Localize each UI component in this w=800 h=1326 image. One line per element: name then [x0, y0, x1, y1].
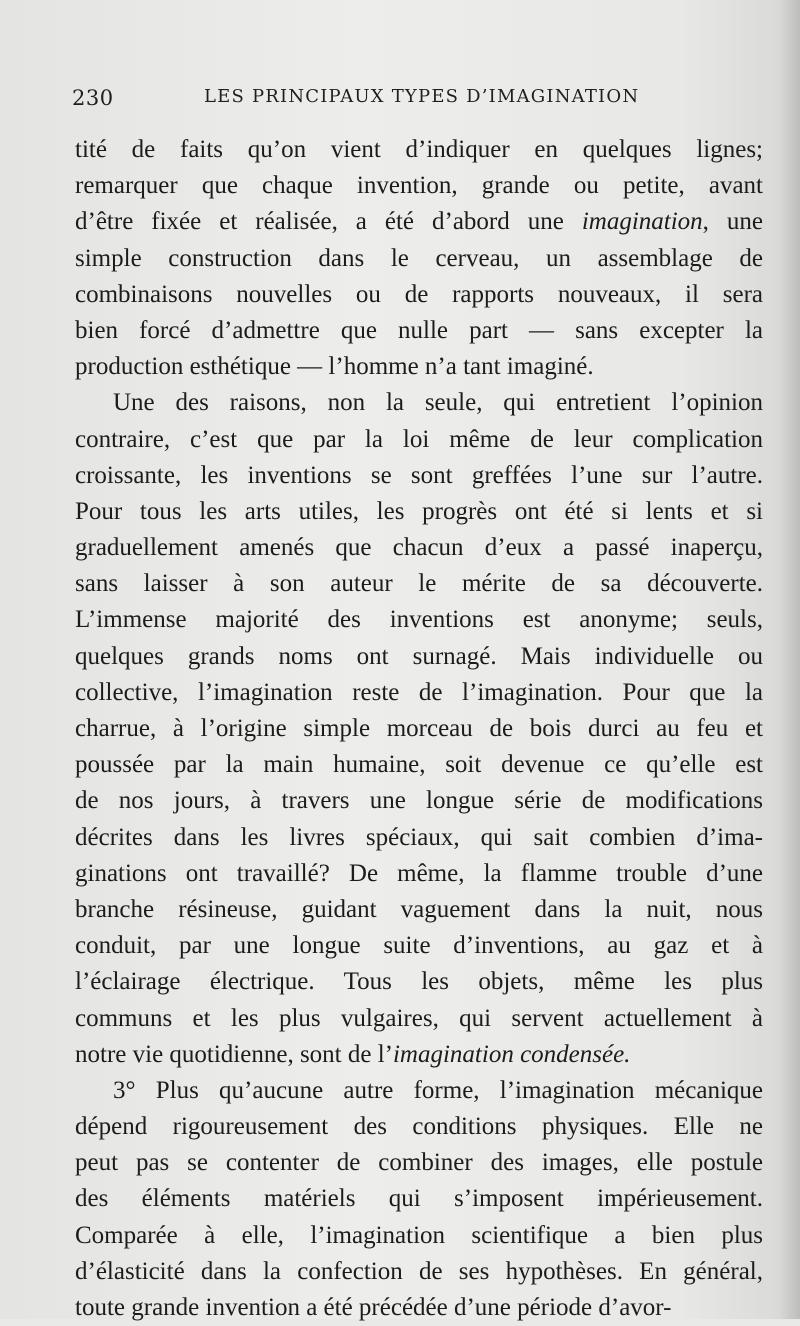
text-run: notre vie quotidienne, sont de l’ [75, 1040, 393, 1068]
text-run: graduellement amenés que chacun d’eux a passé inaperçu, [75, 534, 763, 562]
text-line [75, 168, 763, 204]
text-run: l’éclairage électrique. Tous les objets, même les plus [75, 968, 763, 996]
text-run: de nos jours, à travers une longue série de modifications [75, 787, 763, 815]
text-line [75, 458, 763, 494]
text-line [75, 132, 763, 168]
text-line [75, 1181, 763, 1217]
page-edge-shadow [778, 0, 800, 1319]
text-line [75, 1254, 763, 1290]
text-line [75, 530, 763, 566]
text-run: décrites dans les livres spéciaux, qui sait combien d’ima- [75, 823, 763, 851]
text-line [75, 1290, 763, 1326]
text-line [75, 675, 763, 711]
text-run: , une [702, 208, 764, 236]
text-line [75, 964, 763, 1000]
page-header [72, 86, 642, 116]
text-run: croissante, les inventions se sont greffées l’une sur l’autre. [75, 461, 763, 489]
text-run: conduit, par une longue suite d’inventions, au gaz et à [75, 932, 763, 960]
text-line [75, 277, 763, 313]
text-run: charrue, à l’origine simple morceau de bois durci au feu et [75, 715, 763, 742]
text-run: ginations ont travaillé? De même, la flamme trouble d’une [75, 859, 763, 887]
text-line [75, 1109, 763, 1145]
text-line [75, 639, 763, 675]
text-run: Comparée à elle, l’imagination scientifique a bien plus [75, 1221, 763, 1249]
text-line [75, 783, 763, 819]
text-line [75, 422, 763, 458]
italic-text: imagination [581, 208, 703, 236]
text-run: contraire, c’est que par la loi même de leur complication [75, 425, 763, 453]
text-run: toute grande invention a été précédée d’une période d’avor- [75, 1294, 672, 1321]
text-run: combinaisons nouvelles ou de rapports nouveaux, il sera [75, 280, 763, 308]
text-line [75, 241, 763, 277]
text-line [75, 820, 763, 856]
text-run: communs et les plus vulgaires, qui servent actuellement à [75, 1004, 763, 1032]
text-run: des éléments matériels qui s’imposent impérieusement. [75, 1185, 763, 1213]
text-line [75, 1037, 763, 1073]
text-line [75, 566, 763, 602]
text-run: quelques grands noms ont surnagé. Mais individuelle ou [75, 642, 763, 670]
text-run: tité de faits qu’on vient d’indiquer en quelques lignes; [75, 136, 763, 163]
text-run: simple construction dans le cerveau, un assemblage de [75, 244, 763, 272]
paragraph [75, 1073, 763, 1326]
text-run: 3° Plus qu’aucune autre forme, l’imagination mécanique [113, 1076, 763, 1104]
text-line [75, 1218, 763, 1254]
text-run: Une des raisons, non la seule, qui entretient l’opinion [113, 389, 763, 417]
text-line [75, 1145, 763, 1181]
running-title: LES PRINCIPAUX TYPES D’IMAGINATION [204, 86, 640, 107]
text-run: bien forcé d’admettre que nulle part — sans excepter la [75, 316, 763, 344]
text-run: Pour tous les arts utiles, les progrès ont été si lents et si [75, 497, 763, 525]
text-run: d’être fixée et réalisée, a été d’abord une [75, 208, 582, 236]
page-number: 230 [72, 86, 114, 110]
text-line [75, 892, 763, 928]
text-run: production esthétique — l’homme n’a tant imaginé. [75, 353, 594, 381]
paragraph [75, 385, 763, 1073]
text-line [75, 928, 763, 964]
body-text [75, 132, 763, 1326]
text-line [75, 349, 763, 385]
text-run: branche résineuse, guidant vaguement dans la nuit, nous [75, 895, 763, 923]
text-run: L’immense majorité des inventions est anonyme; seuls, [75, 606, 763, 634]
text-run: collective, l’imagination reste de l’imagination. Pour que la [75, 678, 763, 706]
text-line [75, 1073, 763, 1109]
text-run: poussée par la main humaine, soit devenue ce qu’elle est [75, 751, 763, 779]
text-run: peut pas se contenter de combiner des images, elle postule [75, 1149, 763, 1177]
text-line [75, 747, 763, 783]
text-line [75, 494, 763, 530]
italic-text: imagination condensée. [392, 1040, 631, 1068]
text-line [75, 313, 763, 349]
text-run: remarquer que chaque invention, grande ou petite, avant [75, 172, 763, 200]
text-run: dépend rigoureusement des conditions physiques. Elle ne [75, 1113, 763, 1141]
text-line [75, 204, 763, 240]
text-line [75, 856, 763, 892]
text-run: sans laisser à son auteur le mérite de sa découverte. [75, 570, 763, 598]
text-line [75, 711, 763, 747]
paragraph [75, 132, 763, 385]
text-line [75, 385, 763, 421]
text-run: d’élasticité dans la confection de ses hypothèses. En général, [75, 1257, 763, 1285]
text-line [75, 1001, 763, 1037]
text-line [75, 602, 763, 638]
